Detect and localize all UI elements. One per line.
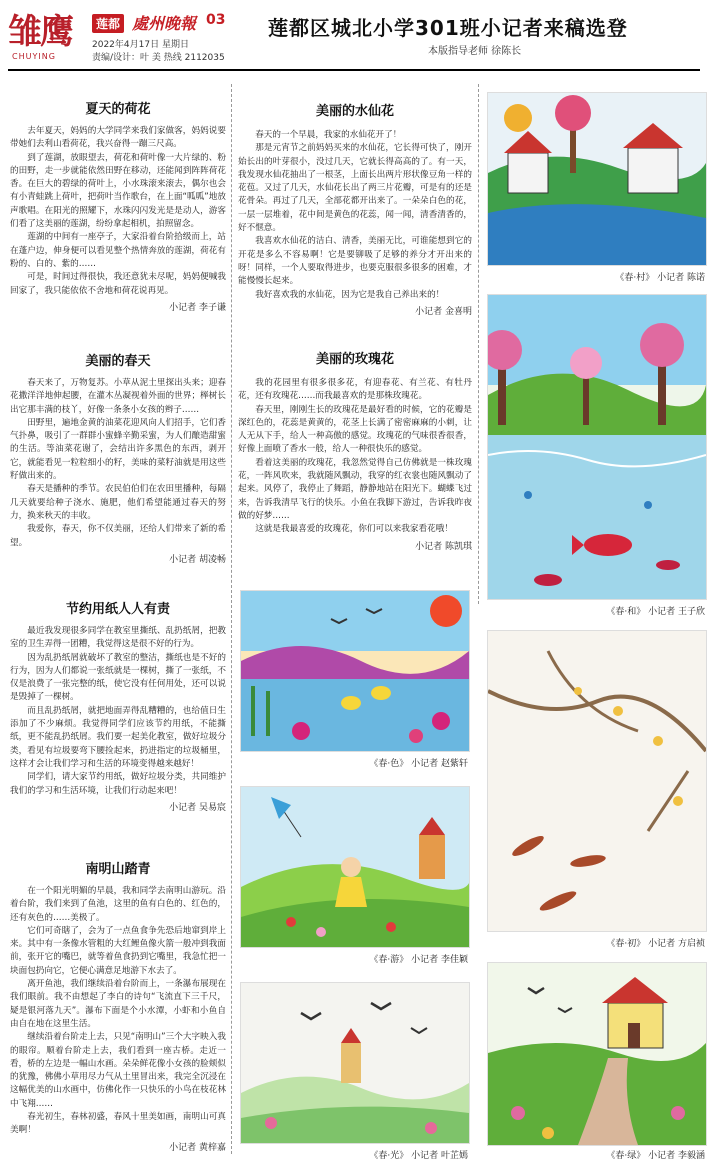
article-paragraph: 可是，时间过得很快，我还意犹未尽呢，妈妈便喊我回家了，我只能依依不舍地和荷花说再见。 [10,272,226,296]
article-rose [238,348,472,552]
drawing-spring-color [240,590,470,752]
drawing-spring-green [487,962,707,1146]
article-paragraph: 春天的一个早晨，我家的水仙花开了！ [255,130,402,140]
article-paragraph: 莲湖的中间有一座亭子，大家沿着台阶拾级而上，站在蓬户边，伸身便可以看见整个热情奔放的莲湖，荷花有粉的、白的、紫的…… [10,232,226,269]
article-paragraph: 在一个阳光明媚的早晨，我和同学去南明山游玩。沿着台阶，我们来到了鱼池，这里的鱼有白色的、红色的，还有灰色的……美极了。 [10,886,226,923]
page-number: 03 [206,12,226,28]
article-paragraph: 春天里，刚刚生长的玫瑰花是最好看的时候，它的花瓣是深红色的，花蕊是黄黄的，花茎上长满了密密麻麻的小刺，让人无从下手，给人一种高傲的感觉。玫瑰花的气味很香很香，好像上面喷了香水一般，给人一种很快乐的感觉。 [238,404,472,455]
article-nanming-mountain [10,858,226,1153]
article-paragraph: 我喜欢水仙花的洁白、清香，美丽无比，可谁能想到它的开花是多么不容易啊！它是要铆吸了足够的养分才开出来的呀！同样，一个人要取得进步，也要克服很多很多的困难，才能慢慢长起来。 [238,236,472,287]
article-author: 小记者 胡凌畅 [169,554,226,565]
drawing-spring-outing [240,786,470,948]
article-beautiful-spring [10,350,226,565]
article-paragraph: 到了莲湖，放眼望去，荷花和荷叶像一大片绿的、粉的田野，走一步就能依然田野在移动，还能闻到阵阵荷花香。在巨大的碧绿的荷叶上，小水珠滚来滚去，偶尔也会有小青蛙跳上荷叶，把荷叶当作歌台，在上面“呱呱”地放声歌唱。在阳光的照耀下，水珠闪闪发光是是动人，游客们看了这美丽的莲湖，纷纷拿起相机，拍照留念。 [10,152,226,230]
masthead-pinyin: CHUYING [12,52,56,61]
column-divider [231,84,233,1154]
drawing-spring-light [240,982,470,1144]
masthead-logo: 雏鹰 [8,12,72,52]
article-author: 小记者 李子谦 [169,302,226,313]
article-title: 南明山踏青 [85,862,151,877]
article-title: 美丽的春天 [85,354,151,369]
article-title: 美丽的水仙花 [315,104,394,119]
article-paragraph: 而且乱扔纸屑，就把地面弄得乱糟糟的，也给值日生添加了不少麻烦。我觉得同学们应该节约用纸，不能撕纸，更不能乱扔纸屑。我们要一起美化教室，做好垃圾分类，看见有垃圾要弯下腰捡起来，扔进指定的垃圾桶里，这样才会让我们学习和生活的环境变得越来越好！ [10,705,226,769]
column-divider [478,84,480,604]
article-title: 节约用纸人人有责 [65,602,170,617]
article-paragraph: 春光初生，春林初盛，春风十里美如画，南明山可真美啊！ [10,1112,226,1136]
article-paragraph: 我好喜欢我的水仙花，因为它是我自己养出来的！ [255,289,445,300]
article-paragraph: 同学们，请大家节约用纸，做好垃圾分类，共同维护我们的学习和生活环境，让我们行动起来吧！ [10,772,226,796]
article-narcissus [238,100,472,317]
drawing-caption: 《春·村》 小记者 陈诺 [615,273,705,283]
header-rule [8,69,700,71]
article-paragraph: 我爱你，春天，你不仅美丽，还给人们带来了新的希望。 [10,524,226,548]
article-paragraph: 继续沿着台阶走上去，只见“南明山”三个大字映入我的眼帘。顺着台阶走上去，我们看到一座古桥。走近一看，桥的左边是一幅山水画。朵朵鲜花像小女孩的脸颊似的犹豫，佛佛小草用尽力气从土里冒出来，我完全沉浸在这幅优美的山水画中，仿佛化作一只快乐的小鸟在枝花林中飞翔…… [10,1032,226,1109]
article-paragraph: 我的花园里有很多很多花，有迎春花、有兰花、有牡丹花，还有玫瑰花……而我最喜欢的是那株玫瑰花。 [238,378,472,402]
article-author: 小记者 陈凯琪 [415,541,472,552]
drawing-caption: 《春·游》 小记者 李佳颖 [369,955,468,965]
article-title: 夏天的荷花 [85,102,151,117]
drawing-caption: 《春·色》 小记者 赵紫轩 [369,759,468,769]
article-paragraph: 那是元宵节之前妈妈买来的水仙花，它长得可快了，刚开始长出的叶芽很小，没过几天，它就长得高高的了。有一天，我发现水仙花抽出了一根茎，上面长出两片形状像豆角一样的花苞。又过了几天，水仙花长出了两三片花瓣，可是有的还是花骨朵。再过了几天，全部花都开出来了。一朵朵白色的花，一层一层堆着，花中间是黄色的花蕊，闻一闻，清香清香的，好不惬意。 [238,143,472,234]
article-save-paper [10,598,226,813]
editor-line: 责编/设计：叶 美 热线 2112035 [92,53,225,63]
drawing-caption: 《春·绿》 小记者 李毅涵 [606,1151,705,1161]
page-title: 莲都区城北小学301班小记者来稿选登 [268,16,628,40]
section-tag: 莲都 [92,14,124,33]
drawing-spring-village [487,92,707,266]
article-paragraph: 田野里，遍地金黄的油菜花迎风向人们招手，它们香气扑鼻，吸引了一群群小蜜蜂辛勤采蜜，为人们酿造甜蜜的生活。等油菜花谢了，会结出许多黑色的东西，剥开它，就能看见一粒粒细小的籽，美味的菜籽油就是用这些籽做出来的。 [10,417,226,482]
paper-name: 處州晚報 [132,14,197,33]
drawing-caption: 《春·和》 小记者 王子欣 [606,607,705,617]
article-author: 小记者 吴易宸 [169,802,226,813]
article-paragraph: 最近我发现很多同学在教室里撕纸、乱扔纸屑，把教室的卫生弄得一团糟，我觉得这是很不好的行为。 [10,626,226,650]
article-paragraph: 它们可奇瞎了，会为了一点鱼食争先恐后地窜到岸上来。其中有一条像水管粗的大红鲤鱼像火箭一般冲到我面前，张开它的嘴巴，就等着鱼食扔到它嘴里，我急忙把一块面包扔向它，它便心满意足地游下水去了。 [10,925,226,976]
article-author: 小记者 金喜明 [415,306,472,317]
issue-date: 2022年4月17日 星期日 [92,40,189,50]
article-author: 小记者 黄梓嘉 [169,1142,226,1153]
article-paragraph: 春天是播种的季节。农民伯伯们在农田里播种，每隔几天就要给种子浇水、施肥，他们希望能通过春天的努力，换来秋天的丰收。 [10,484,226,521]
article-paragraph: 春天来了，万物复苏。小草从泥土里探出头来；迎春花撒洋洋地伸起腰，在灌木丛凝视着外面的世界；榉树长出它那丰满的枝丫，好像一条条小女孩的辫子…… [10,378,226,415]
drawing-spring-beginning [487,630,707,932]
article-paragraph: 去年夏天，妈妈的大学同学来我们家做客，妈妈说要带她们去利山看荷花，我兴奋得一蹦三尺高。 [10,126,226,150]
article-paragraph: 离开鱼池，我们继续沿着台阶而上，一条瀑布展现在我们眼前。我不由想起了李白的诗句“飞流直下三千尺，疑是银河落九天”。瀑布下面是个小水潭，小虾和小鱼自由自在地在这里生活。 [10,979,226,1029]
drawing-caption: 《春·光》 小记者 叶芷嫣 [369,1151,468,1161]
article-paragraph: 这就是我最喜爱的玫瑰花，你们可以来我家看花哦！ [255,524,453,535]
advisor-line: 本版指导老师 徐陈长 [428,46,522,57]
article-summer-lotus [10,98,226,313]
article-title: 美丽的玫瑰花 [315,352,394,367]
drawing-spring-harmony [487,294,707,600]
article-paragraph: 因为乱扔纸屑就破坏了教室的整洁，撕纸也是不好的行为，因为人们都说一张纸就是一棵树，撕了一张纸，不仅是浪费了一张完整的纸，使它没有任何用处，还可以说是毁掉了一棵树。 [10,652,226,703]
article-paragraph: 看着这美丽的玫瑰花，我忽然觉得自己仿佛就是一株玫瑰花，一阵风吹来，我就随风飘动，我穿的红衣裳也随风飘动了起来。风停了，我停止了舞蹈，静静地站在阳光下。蝴蝶飞过来，告诉我清早飞行的快乐。小鱼在我脚下游过，告诉我昨夜做的好梦…… [238,457,472,521]
drawing-caption: 《春·初》 小记者 方启祯 [606,939,705,949]
